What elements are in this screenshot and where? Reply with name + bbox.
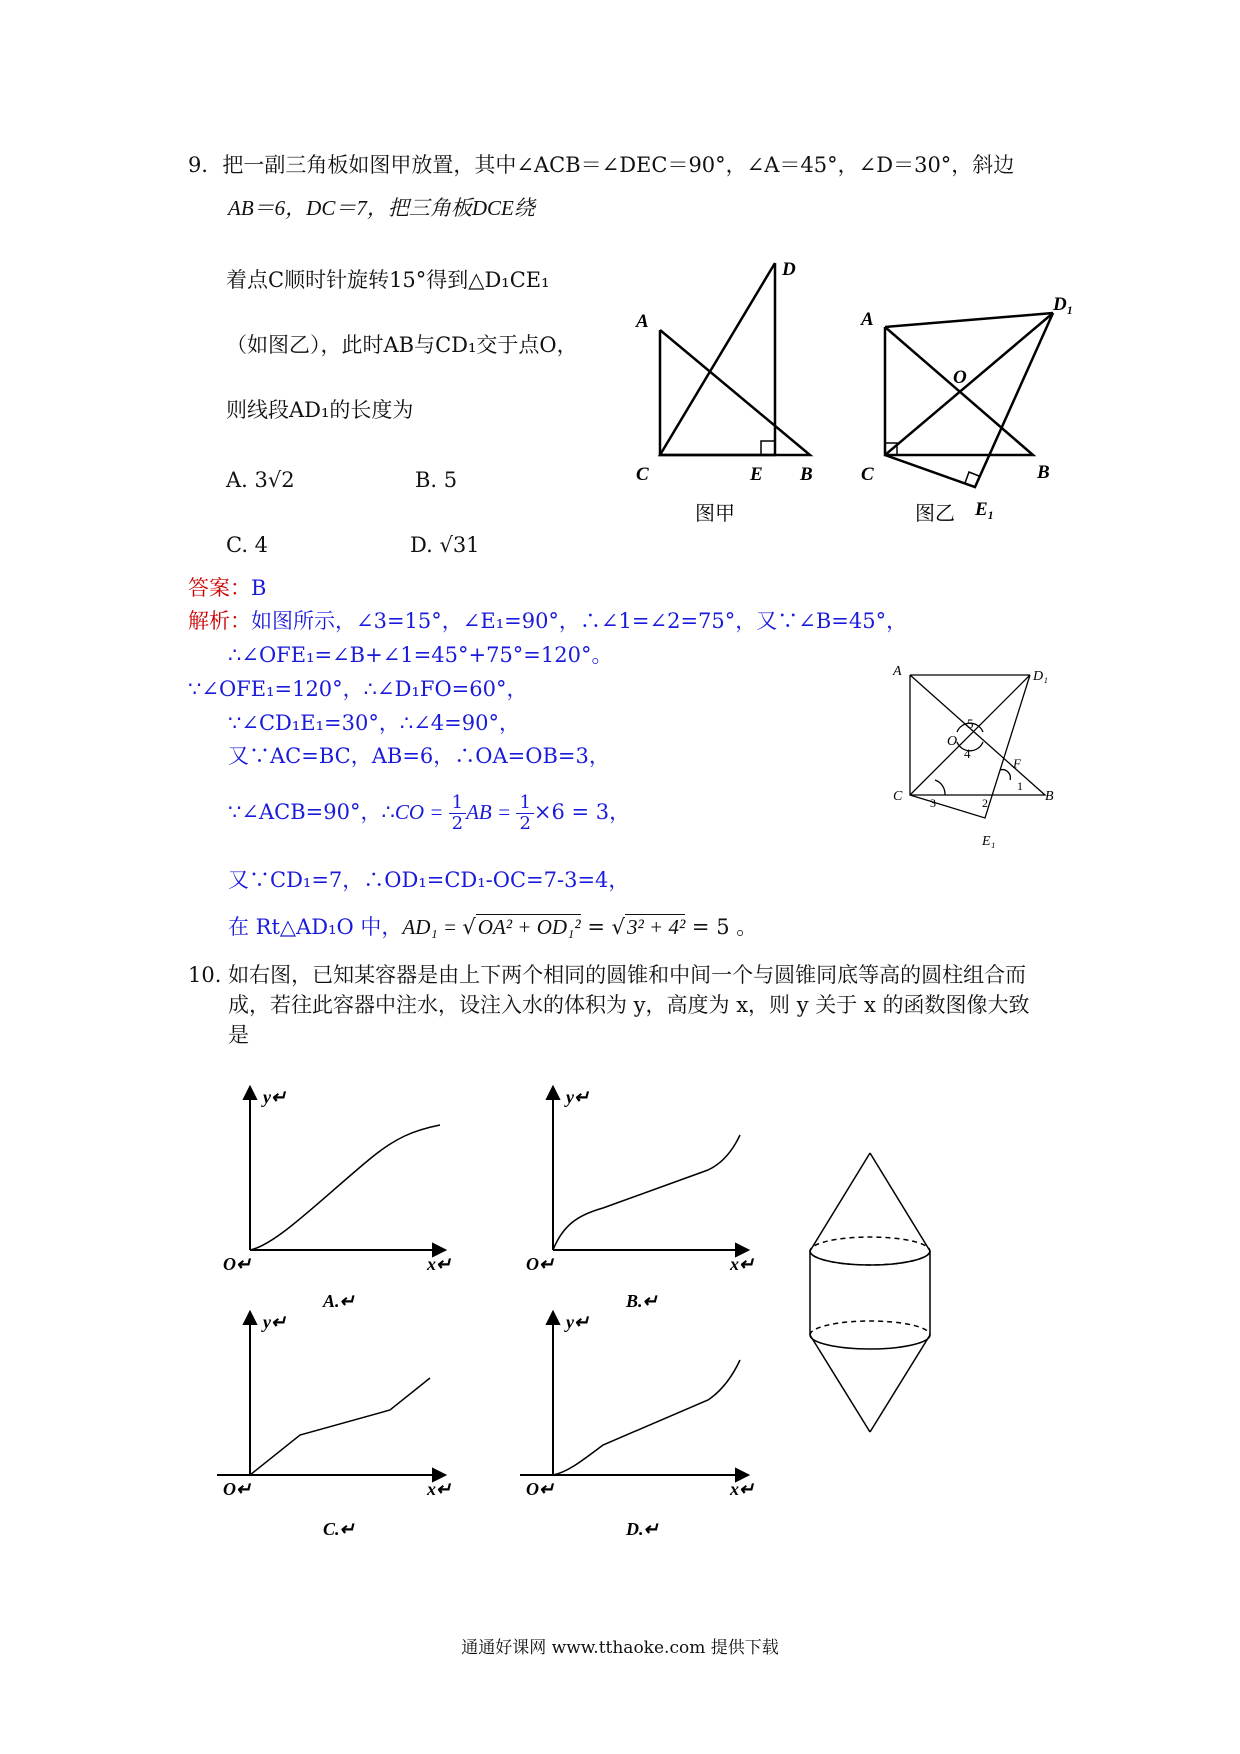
svg-text:1: 1 bbox=[1017, 779, 1023, 793]
answer-line bbox=[188, 573, 266, 603]
analysis-line5: 又∵AC=BC，AB=6，∴OA=OB=3， bbox=[228, 744, 610, 768]
analysis-figure bbox=[885, 660, 1060, 860]
fig2-label-e1: E₁ bbox=[975, 499, 995, 520]
fig2-caption: 图乙 bbox=[915, 503, 955, 525]
analysis-line8: 在 Rt△AD₁O 中，AD₁ = √OA² + OD₁² = √3² + 4² = 5 。 bbox=[228, 915, 758, 939]
graph-a bbox=[205, 1075, 465, 1315]
fig1-label-a: A bbox=[636, 311, 649, 332]
page-footer: 通通好课网 www.tthaoke.com 提供下载 bbox=[461, 1638, 779, 1658]
svg-text:2: 2 bbox=[982, 796, 988, 810]
fig2-label-c: C bbox=[861, 464, 874, 485]
graph-b-caption: B.↵ bbox=[626, 1291, 658, 1311]
svg-text:F: F bbox=[1013, 756, 1021, 771]
svg-text:y↵: y↵ bbox=[263, 1087, 287, 1107]
svg-text:O↵: O↵ bbox=[526, 1254, 555, 1274]
svg-text:O↵: O↵ bbox=[223, 1479, 252, 1499]
graph-d-caption: D.↵ bbox=[626, 1519, 659, 1539]
q9-line1: 9．把一副三角板如图甲放置，其中∠ACB＝∠DEC＝90°，∠A＝45°，∠D＝30°，斜边 bbox=[188, 153, 1015, 177]
svg-text:C: C bbox=[893, 789, 903, 804]
q9-option-b: B. 5 bbox=[415, 468, 458, 492]
svg-text:x↵: x↵ bbox=[730, 1479, 755, 1499]
svg-text:B: B bbox=[1045, 789, 1054, 804]
figure-yi bbox=[845, 285, 1095, 535]
svg-text:y↵: y↵ bbox=[566, 1312, 590, 1332]
fig2-label-o: O bbox=[953, 367, 967, 388]
graph-a-caption: A.↵ bbox=[323, 1291, 355, 1311]
analysis-line2: ∴∠OFE₁=∠B+∠1=45°+75°=120°。 bbox=[228, 643, 613, 667]
fig1-label-d: D bbox=[782, 259, 796, 280]
q9-line5: 则线段AD₁的长度为 bbox=[226, 398, 414, 422]
svg-text:y↵: y↵ bbox=[263, 1312, 287, 1332]
svg-text:x↵: x↵ bbox=[730, 1254, 755, 1274]
svg-text:A: A bbox=[893, 664, 902, 679]
graph-d bbox=[508, 1300, 768, 1550]
fraction-half-1: $\frac{1}{2}$ bbox=[449, 793, 466, 834]
q9-option-c: C. 4 bbox=[226, 533, 269, 557]
graph-c bbox=[205, 1300, 465, 1550]
svg-text:x↵: x↵ bbox=[427, 1254, 452, 1274]
answer-label: 答案： bbox=[188, 576, 251, 600]
container-figure bbox=[800, 1145, 940, 1445]
analysis-line6: ∵∠ACB=90°，∴CO = $\frac{1}{2}$ AB = $\frac{1}{2}$ ×6 = 3， bbox=[228, 792, 631, 834]
svg-text:O↵: O↵ bbox=[223, 1254, 252, 1274]
analysis-line3: ∵∠OFE₁=120°，∴∠D₁FO=60°， bbox=[188, 677, 528, 701]
fig1-caption: 图甲 bbox=[695, 503, 735, 525]
answer-value: B bbox=[251, 576, 267, 600]
svg-text:D₁: D₁ bbox=[1033, 669, 1048, 684]
figure-jia bbox=[620, 255, 835, 535]
graph-b bbox=[508, 1075, 768, 1315]
q9-option-d: D. √31 bbox=[410, 533, 480, 557]
fig1-label-c: C bbox=[636, 464, 649, 485]
fig1-label-b: B bbox=[800, 464, 813, 485]
fig1-label-e: E bbox=[750, 464, 763, 485]
graph-c-caption: C.↵ bbox=[323, 1519, 355, 1539]
q10-line3: 是 bbox=[228, 1023, 249, 1047]
analysis-line4: ∵∠CD₁E₁=30°，∴∠4=90°， bbox=[228, 711, 520, 735]
q9-line3: 着点C顺时针旋转15°得到△D₁CE₁ bbox=[226, 268, 550, 292]
q10-line1: 10. 如右图，已知某容器是由上下两个相同的圆锥和中间一个与圆锥同底等高的圆柱组合而 bbox=[188, 963, 1027, 987]
q9-line2: AB＝6，DC＝7，把三角板DCE绕 bbox=[228, 196, 535, 220]
analysis-label: 解析： bbox=[188, 609, 251, 633]
svg-text:3: 3 bbox=[930, 796, 936, 810]
svg-text:y↵: y↵ bbox=[566, 1087, 590, 1107]
svg-text:5: 5 bbox=[967, 716, 974, 731]
analysis-line1: 解析：如图所示，∠3=15°，∠E₁=90°，∴∠1=∠2=75°，又∵∠B=45°， bbox=[188, 609, 908, 633]
q10-line2: 成，若往此容器中注水，设注入水的体积为 y，高度为 x，则 y 关于 x 的函数图像大致 bbox=[228, 993, 1030, 1017]
q9-option-a: A. 3√2 bbox=[226, 468, 295, 492]
fig2-label-d1: D₁ bbox=[1053, 294, 1074, 315]
svg-text:x↵: x↵ bbox=[427, 1479, 452, 1499]
sqrt-3-4: 3² + 4² bbox=[626, 915, 686, 939]
fig2-label-b: B bbox=[1037, 462, 1050, 483]
svg-text:E₁: E₁ bbox=[982, 834, 996, 849]
svg-text:4: 4 bbox=[964, 746, 971, 761]
svg-text:O: O bbox=[947, 734, 958, 749]
svg-text:O↵: O↵ bbox=[526, 1479, 555, 1499]
sqrt-oa-od: OA² + OD₁² bbox=[477, 915, 581, 939]
q9-line4: （如图乙），此时AB与CD₁交于点O， bbox=[226, 333, 578, 357]
fig2-label-a: A bbox=[861, 309, 874, 330]
analysis-line7: 又∵CD₁=7，∴OD₁=CD₁-OC=7-3=4， bbox=[228, 868, 630, 892]
fraction-half-2: $\frac{1}{2}$ bbox=[516, 793, 533, 834]
